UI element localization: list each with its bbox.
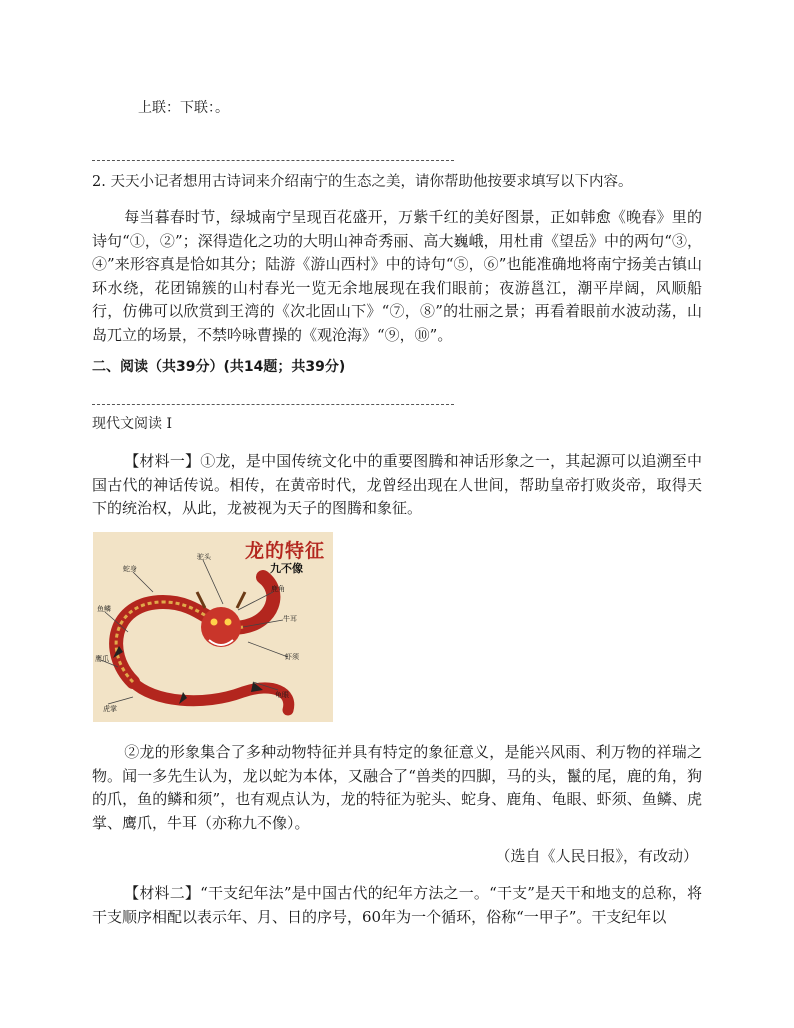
couplet-line: 上联：下联：。	[138, 100, 229, 116]
material-1-text-1: 【材料一】①龙，是中国传统文化中的重要图腾和神话形象之一，其起源可以追溯至中国古代的神话传说。相传，在黄帝时代，龙曾经出现在人世间，帮助皇帝打败炎帝，取得天下的统治权，从此，龙被视为天子的图腾和象征。	[92, 452, 702, 517]
label-deer-antler: 鹿角	[271, 585, 285, 593]
divider	[92, 160, 454, 161]
label-camel-head: 驼头	[197, 553, 211, 561]
question-2-title: 2. 天天小记者想用古诗词来介绍南宁的生态之美，请你帮助他按要求填写以下内容。	[92, 174, 633, 190]
source-citation: （选自《人民日报》，有改动）	[495, 847, 698, 865]
section-heading: 二、阅读（共39分）(共14题；共39分)	[92, 359, 346, 375]
image-title: 龙的特征	[244, 540, 325, 562]
label-ox-ear: 牛耳	[283, 615, 297, 623]
question-2-text: 每当暮春时节，绿城南宁呈现百花盛开，万紫千红的美好图景，正如韩愈《晚春》里的诗句“①，②”；深得造化之功的大明山神奇秀丽、高大巍峨，用杜甫《望岳》中的两句“③，④”来形容真是恰如其分；陆游《游山西村》中的诗句“⑤，⑥”也能准确地将南宁扬美古镇山环水绕，花团锦簇的山村春光一览无余地展现在我们眼前；夜游邕江，潮平岸阔，风顺船行，仿佛可以欣赏到王湾的《次北固山下》“⑦，⑧”的壮丽之景；再看着眼前水波动荡，山岛兀立的场景，不禁吟咏曹操的《观沧海》“⑨，⑩”。	[92, 208, 702, 344]
material-1-text-2: ②龙的形象集合了多种动物特征并具有特定的象征意义，是能兴风雨、利万物的祥瑞之物。闻一多先生认为，龙以蛇为本体，又融合了“兽类的四脚，马的头，鬣的尾，鹿的角，狗的爪，鱼的鳞和须”，也有观点认为，龙的特征为驼头、蛇身、鹿角、龟眼、虾须、鱼鳞、虎掌、鹰爪，牛耳（亦称九不像）。	[92, 743, 702, 832]
label-shrimp-whisker: 虾须	[285, 653, 299, 661]
image-subtitle: 九不像	[270, 562, 303, 575]
sub-heading: 现代文阅读 I	[92, 416, 172, 432]
material-1-para-2	[92, 741, 702, 835]
label-eagle-claw: 鹰爪	[95, 655, 109, 663]
label-fish-scale: 鱼鳞	[97, 605, 111, 613]
label-snake-body: 蛇身	[123, 565, 137, 573]
label-turtle-eye: 龟眼	[275, 691, 289, 699]
question-2-body	[92, 206, 702, 347]
material-1-para-1	[92, 450, 702, 521]
material-2-para	[92, 882, 702, 929]
material-2-text: 【材料二】“干支纪年法”是中国古代的纪年方法之一。“干支”是天干和地支的总称，将干支顺序相配以表示年、月、日的序号，60年为一个循环，俗称“一甲子”。干支纪年以	[92, 884, 702, 926]
label-tiger-palm: 虎掌	[103, 705, 117, 713]
divider	[92, 404, 454, 405]
dragon-features-image	[93, 532, 333, 722]
